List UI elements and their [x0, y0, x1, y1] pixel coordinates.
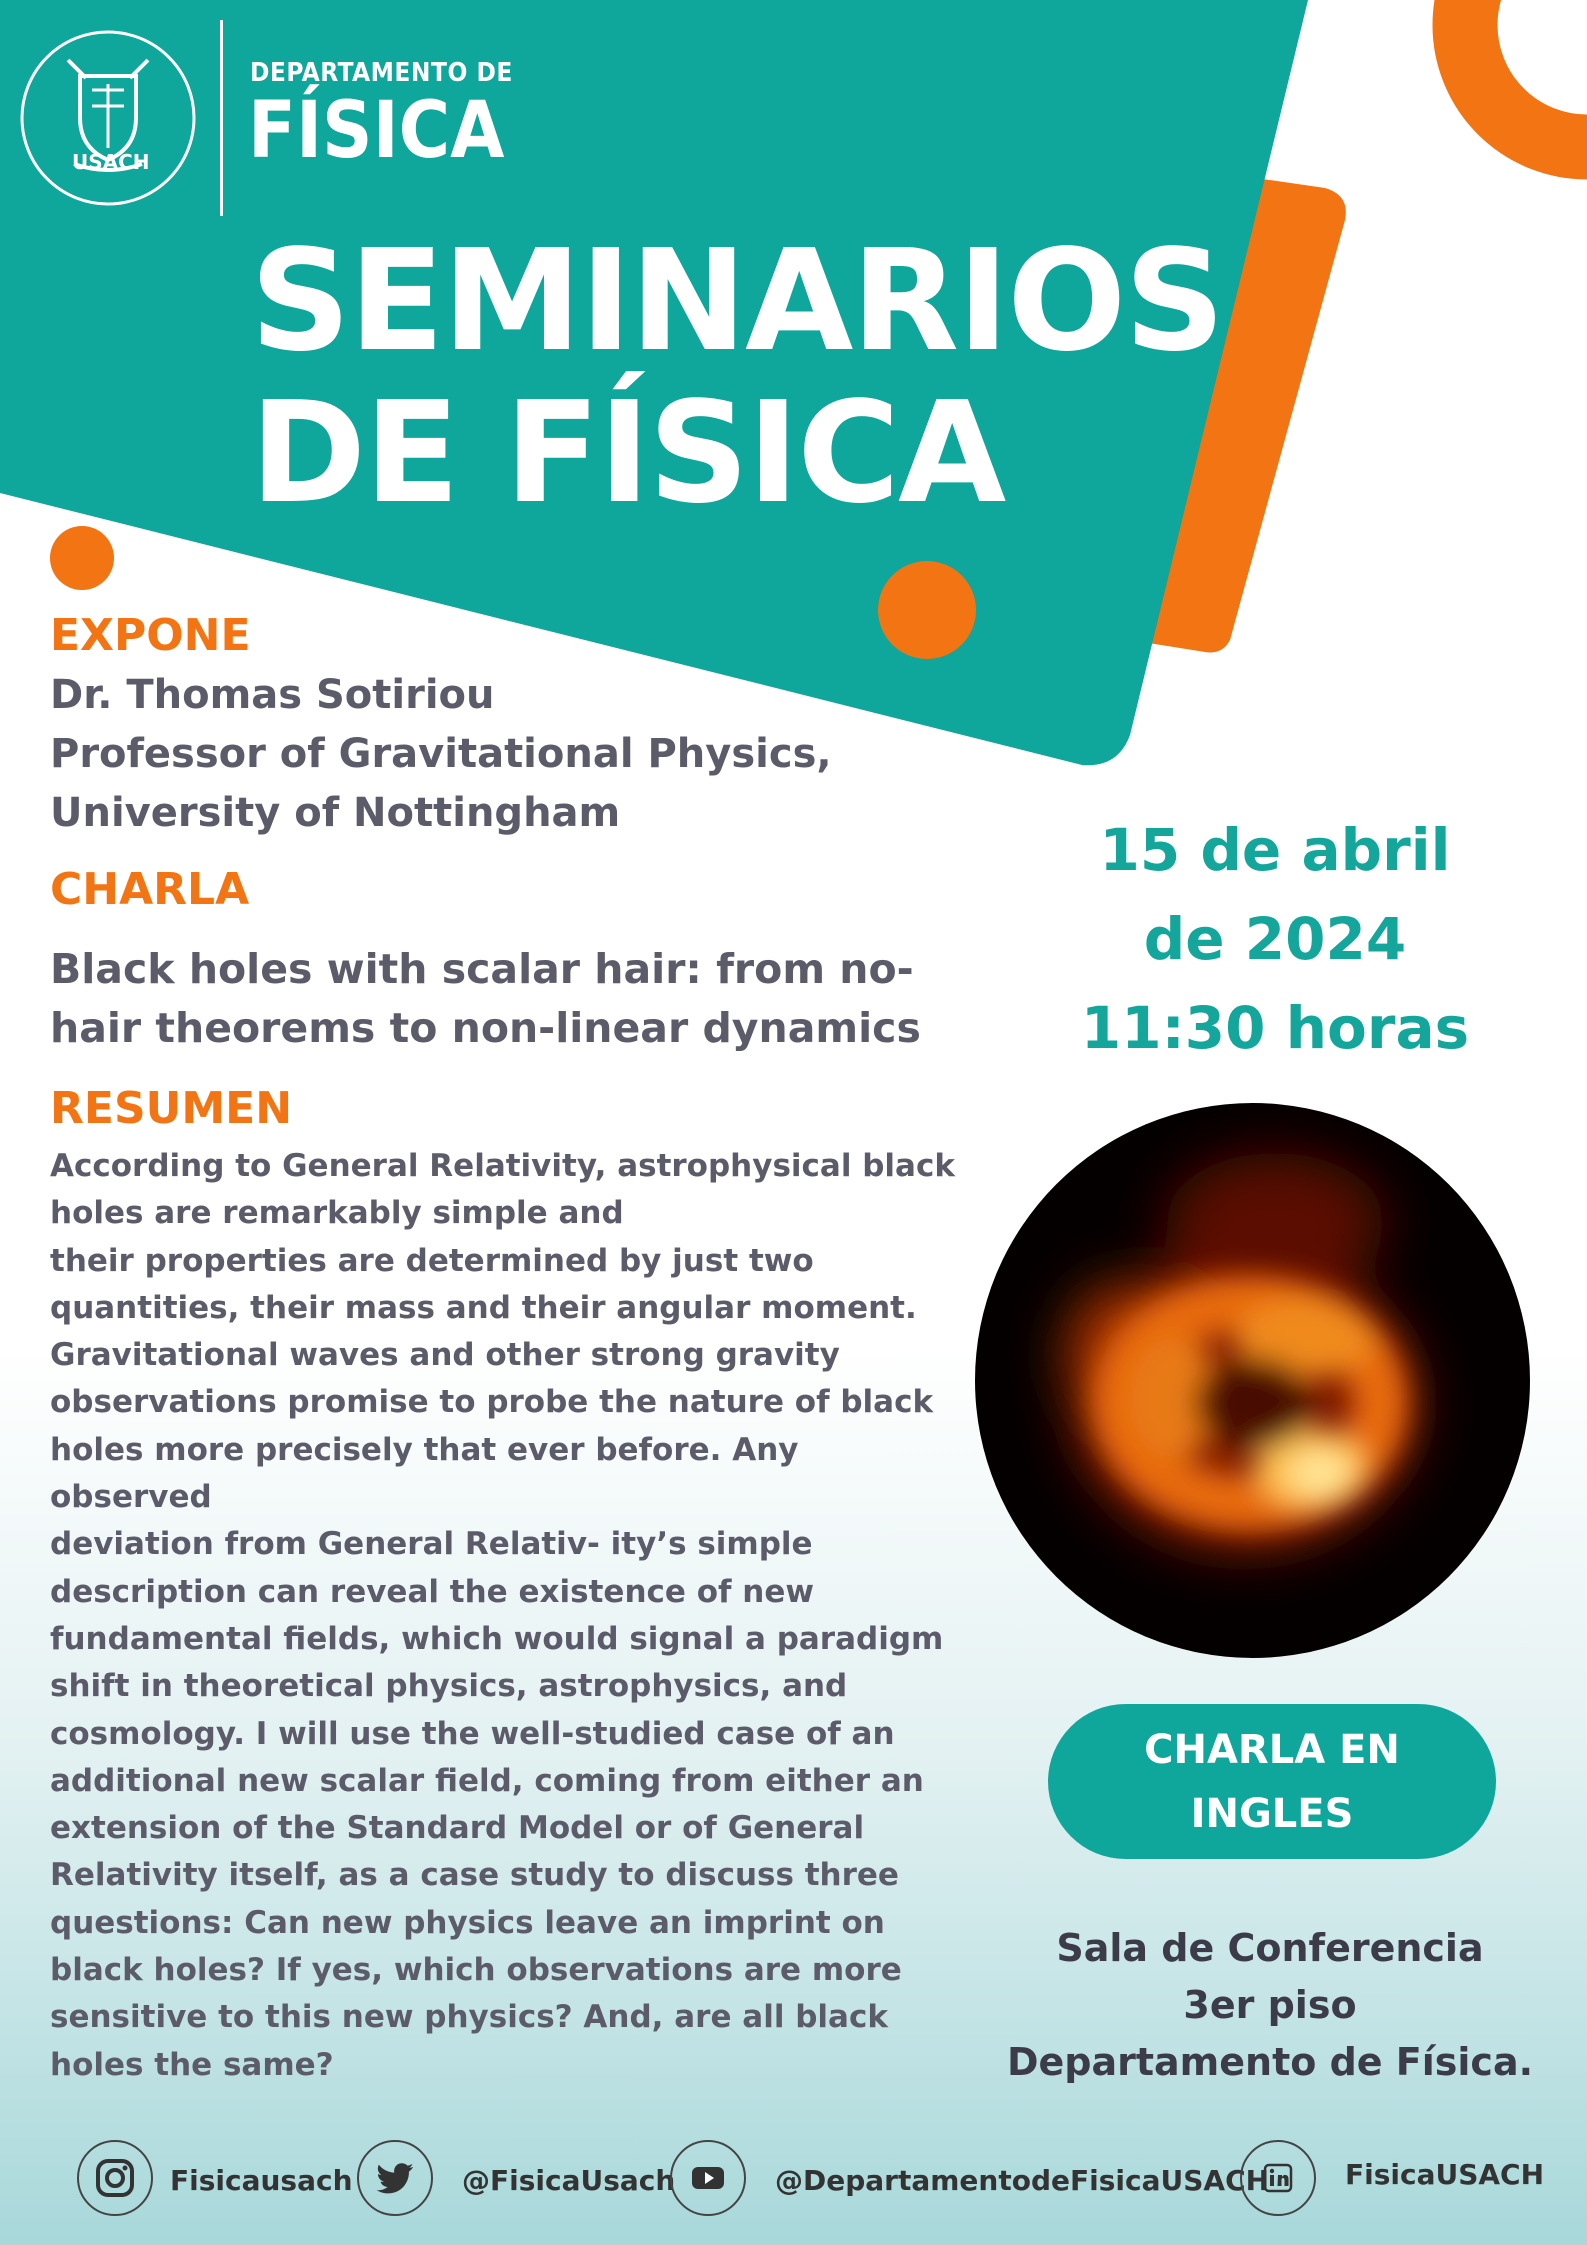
youtube-handle[interactable]: @DepartamentodeFisicaUSACH: [775, 2164, 1270, 2197]
abstract-line: their properties are determined by just two: [50, 1242, 814, 1279]
twitter-icon[interactable]: [357, 2140, 433, 2216]
abstract-line: observations promise to probe the nature of black: [50, 1384, 934, 1421]
abstract-line: additional new scalar field, coming from either an: [50, 1762, 924, 1799]
event-date-line2: de 2024: [1143, 905, 1407, 973]
instagram-handle[interactable]: Fisicausach: [170, 2164, 353, 2197]
department-label-big: FÍSICA: [248, 86, 505, 176]
language-badge-line1: CHARLA EN: [1144, 1726, 1400, 1773]
abstract-line: shift in theoretical physics, astrophysics, and: [50, 1668, 848, 1705]
expone-label: EXPONE: [50, 610, 251, 661]
twitter-handle[interactable]: @FisicaUsach: [462, 2164, 676, 2197]
orange-dot-small: [50, 526, 114, 590]
department-label-small: DEPARTAMENTO DE: [250, 58, 513, 88]
abstract-line: questions: Can new physics leave an imprint on: [50, 1904, 885, 1941]
abstract-line: fundamental fields, which would signal a paradigm: [50, 1620, 944, 1657]
linkedin-icon[interactable]: [1240, 2140, 1316, 2216]
abstract-line: Relativity itself, as a case study to discuss three: [50, 1857, 899, 1894]
speaker-info: [50, 666, 832, 843]
abstract-line: black holes? If yes, which observations are more: [50, 1952, 902, 1989]
charla-label: CHARLA: [50, 864, 250, 915]
instagram-icon[interactable]: [77, 2140, 153, 2216]
linkedin-handle[interactable]: FisicaUSACH: [1345, 2158, 1545, 2191]
logo-text: USACH: [72, 150, 150, 174]
language-badge: [1048, 1704, 1496, 1859]
venue-line1: Sala de Conferencia: [1056, 1926, 1484, 1970]
language-badge-line2: INGLES: [1190, 1790, 1354, 1837]
venue-line3: Departamento de Física.: [1006, 2040, 1534, 2084]
abstract-line: holes more precisely that ever before. Any observed: [50, 1431, 799, 1516]
abstract-line: According to General Relativity, astrophysical black: [50, 1148, 955, 1184]
abstract-text: [50, 1143, 970, 2089]
event-datetime: [1030, 806, 1520, 1073]
youtube-icon[interactable]: [670, 2140, 746, 2216]
abstract-line: Gravitational waves and other strong gravity: [50, 1337, 840, 1374]
abstract-line: deviation from General Relativ- ity’s simple: [50, 1526, 813, 1563]
poster-title-line2: DE FÍSICA: [250, 372, 1005, 535]
logo-divider: [220, 20, 223, 216]
black-hole-image: [975, 1103, 1530, 1658]
abstract-line: sensitive to this new physics? And, are all black: [50, 1999, 888, 2036]
abstract-line: holes are remarkably simple and: [50, 1195, 624, 1232]
event-time: 11:30 horas: [1080, 994, 1470, 1062]
resumen-label: RESUMEN: [50, 1083, 293, 1134]
event-venue: [990, 1920, 1550, 2091]
abstract-line: quantities, their mass and their angular moment.: [50, 1289, 917, 1326]
abstract-line: extension of the Standard Model or of General: [50, 1810, 865, 1847]
venue-line2: 3er piso: [1183, 1983, 1357, 2027]
poster-title-line1: SEMINARIOS: [250, 220, 1224, 383]
talk-title: Black holes with scalar hair: from no-hair theorems to non-linear dynamics: [50, 945, 921, 1052]
speaker-affiliation: University of Nottingham: [50, 790, 621, 836]
abstract-line: holes the same?: [50, 2046, 334, 2083]
orange-ring-shape: [1465, 0, 1587, 147]
event-date-line1: 15 de abril: [1099, 816, 1451, 884]
abstract-line: description can reveal the existence of new: [50, 1573, 815, 1610]
speaker-position: Professor of Gravitational Physics,: [50, 731, 832, 777]
orange-dot-large: [878, 561, 976, 659]
social-footer: [0, 2140, 1587, 2220]
abstract-line: cosmology. I will use the well-studied case of an: [50, 1715, 895, 1752]
speaker-name: Dr. Thomas Sotiriou: [50, 672, 495, 718]
